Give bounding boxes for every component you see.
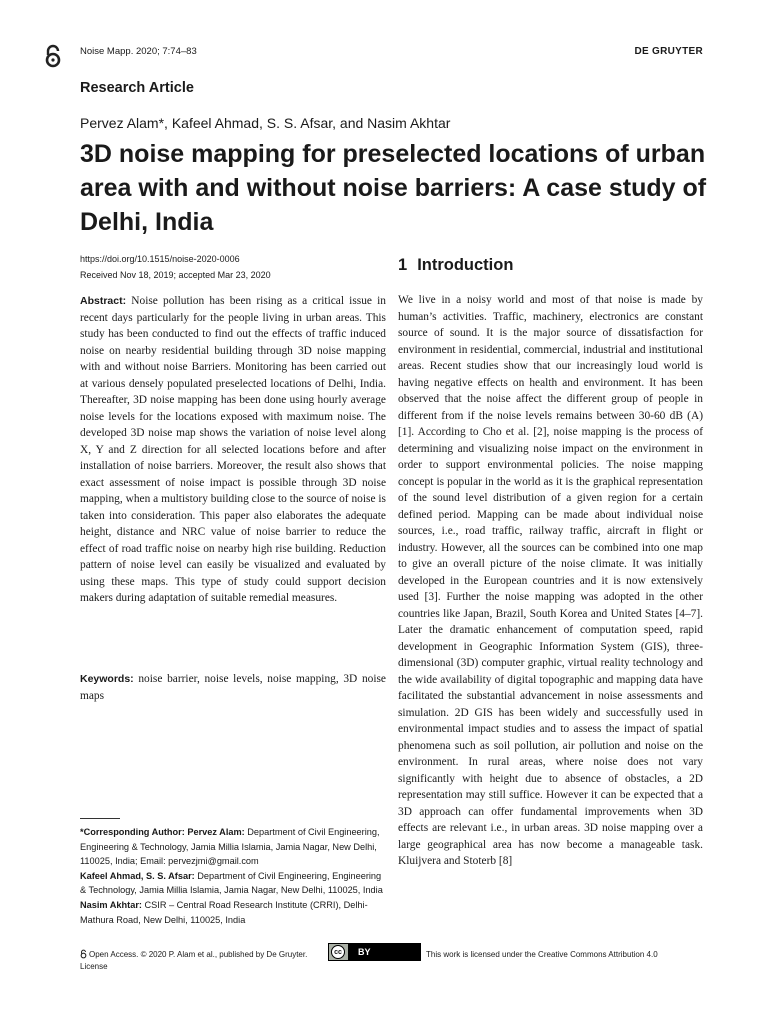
publisher-name: DE GRUYTER [634, 46, 703, 57]
affiliation-text: Department of Civil Engineering, Engineering & Technology, Jamia Millia Islamia, Jamia Nagar, New Delhi, 110025, India [80, 870, 383, 896]
section-number: 1 [398, 256, 408, 274]
section-title: Introduction [417, 256, 514, 274]
license-statement: This work is licensed under the Creative Commons Attribution 4.0 [426, 950, 658, 959]
received-dates: Received Nov 18, 2019; accepted Mar 23, 2020 [80, 270, 271, 280]
author-list: Pervez Alam*, Kafeel Ahmad, S. S. Afsar, and Nasim Akhtar [80, 115, 451, 131]
cc-by-badge[interactable] [328, 943, 421, 961]
section-heading [398, 256, 513, 275]
keywords-text: noise barrier, noise levels, noise mapping, 3D noise maps [80, 673, 386, 702]
doi-link[interactable]: https://doi.org/10.1515/noise-2020-0006 [80, 254, 240, 264]
introduction-body: We live in a noisy world and most of that noise is made by human’s activities. Traffic, machinery, electronics are constant source of sound. It is the major source of dissatisfaction for environment in residential, commercial, industrial and institutional areas. Recent studies show that our increasingly loud world is having negative effects on health and environment. It has been observed that the noise affect the different group of people in different from if the noise levels remains between 30-60 dB (A) [1]. According to Cho et al. [2], noise mapping is the process of determining and visualizing noise impact on the environment in order to support environmental policies. The noise mapping concept is popular in the world as it is the graphical representation of the sound level distribution of a given region for a certain defined period. Mapping can be made about individual noise sources, i.e., road traffic, railway traffic, aircraft in flight or industry. However, all the sources can be combined into one map to give an overall picture of the noise climate. It was initially developed in the European countries and it is now extensively used [3]. Further the noise mapping was adopted in the other countries like Japan, Brazil, South Korea and United States [4–7]. Later the dramatic enhancement of computation speed, rapid development in Geographic Information System (GIS), three-dimensional (3D) computer graphic, virtual reality technology and the wide availability of digital topographic and mapping data have facilitated the substantial advancement in noise assessments and simulation. 2D GIS has been widely and successfully used in environmental impact studies and to assess the impact of spatial phenomena such as soil pollution, air pollution and noise on the environment. In rural areas, where noise does not vary significantly with height due to absence of obstacles, a 2D representation may still suffice. However it can be expected that a 3D approach can offer fundamental improvements when 3D effects are relevant i.e., in urban areas. 3D noise mapping over a large geographical area has now become a manageable task. Kluijvera and Stoterb [8] [398, 294, 703, 867]
affiliation-item [80, 825, 386, 869]
abstract-text: Noise pollution has been rising as a critical issue in recent days particularly for the people living in urban areas. This study has been conducted to find out the effects of traffic induced noise on nearby residential building through 3D noise mapping with and without noise Barriers. Monitoring has been carried out at various densely populated preselected locations of Delhi, India. Thereafter, 3D noise mapping has been done using hourly average noise levels for the locations exposed with maximum noise. The developed 3D noise map shows the variation of noise level along X, Y and Z direction for all selected locations before and after installation of noise barriers. Moreover, the result also shows that exact assessment of noise impact is possible through 3D noise mapping, when a multistory building close to the source of noise is taken into consideration. This paper also elaborates the adequate height, distance and NRC value of noise barrier to reduce the effect of road traffic noise on nearby high rise building. Reduction pattern of noise level can easily be visualized and evaluated by using these maps. This type of study could support decision makers during adaptation of suitable remedial measures. [80, 295, 386, 604]
keywords-label: Keywords: [80, 673, 134, 685]
affiliation-name: *Corresponding Author: Pervez Alam: [80, 827, 245, 837]
affiliation-item [80, 898, 386, 927]
affiliation-text: CSIR – Central Road Research Institute (CRRI), Delhi-Mathura Road, New Delhi, 110025, India [80, 899, 368, 925]
license-word: License [80, 962, 108, 971]
footnote-divider [80, 818, 120, 819]
abstract [80, 293, 386, 607]
open-access-small-icon [80, 949, 87, 959]
creative-commons-icon: cc [331, 945, 345, 959]
affiliations [80, 825, 386, 927]
paper-title: 3D noise mapping for preselected locations of urban area with and without noise barriers: A case study of Delhi, India [80, 140, 707, 236]
affiliation-name: Kafeel Ahmad, S. S. Afsar: [80, 870, 195, 881]
journal-reference: Noise Mapp. 2020; 7:74–83 [80, 46, 197, 57]
affiliation-text: Department of Civil Engineering, Engineering & Technology, Jamia Millia Islamia, Jamia Nagar, New Delhi, 110025, India; Email: pervezjmi@gmail.com [80, 827, 380, 867]
affiliation-item [80, 869, 386, 898]
abstract-label: Abstract: [80, 295, 127, 307]
article-type: Research Article [80, 80, 194, 96]
keywords [80, 671, 386, 704]
open-access-statement: Open Access. © 2020 P. Alam et al., published by De Gruyter. [89, 950, 308, 959]
license-footer [80, 943, 700, 973]
attribution-label: BY [348, 944, 420, 960]
affiliation-name: Nasim Akhtar: [80, 899, 142, 910]
open-access-lock-icon [44, 44, 62, 68]
